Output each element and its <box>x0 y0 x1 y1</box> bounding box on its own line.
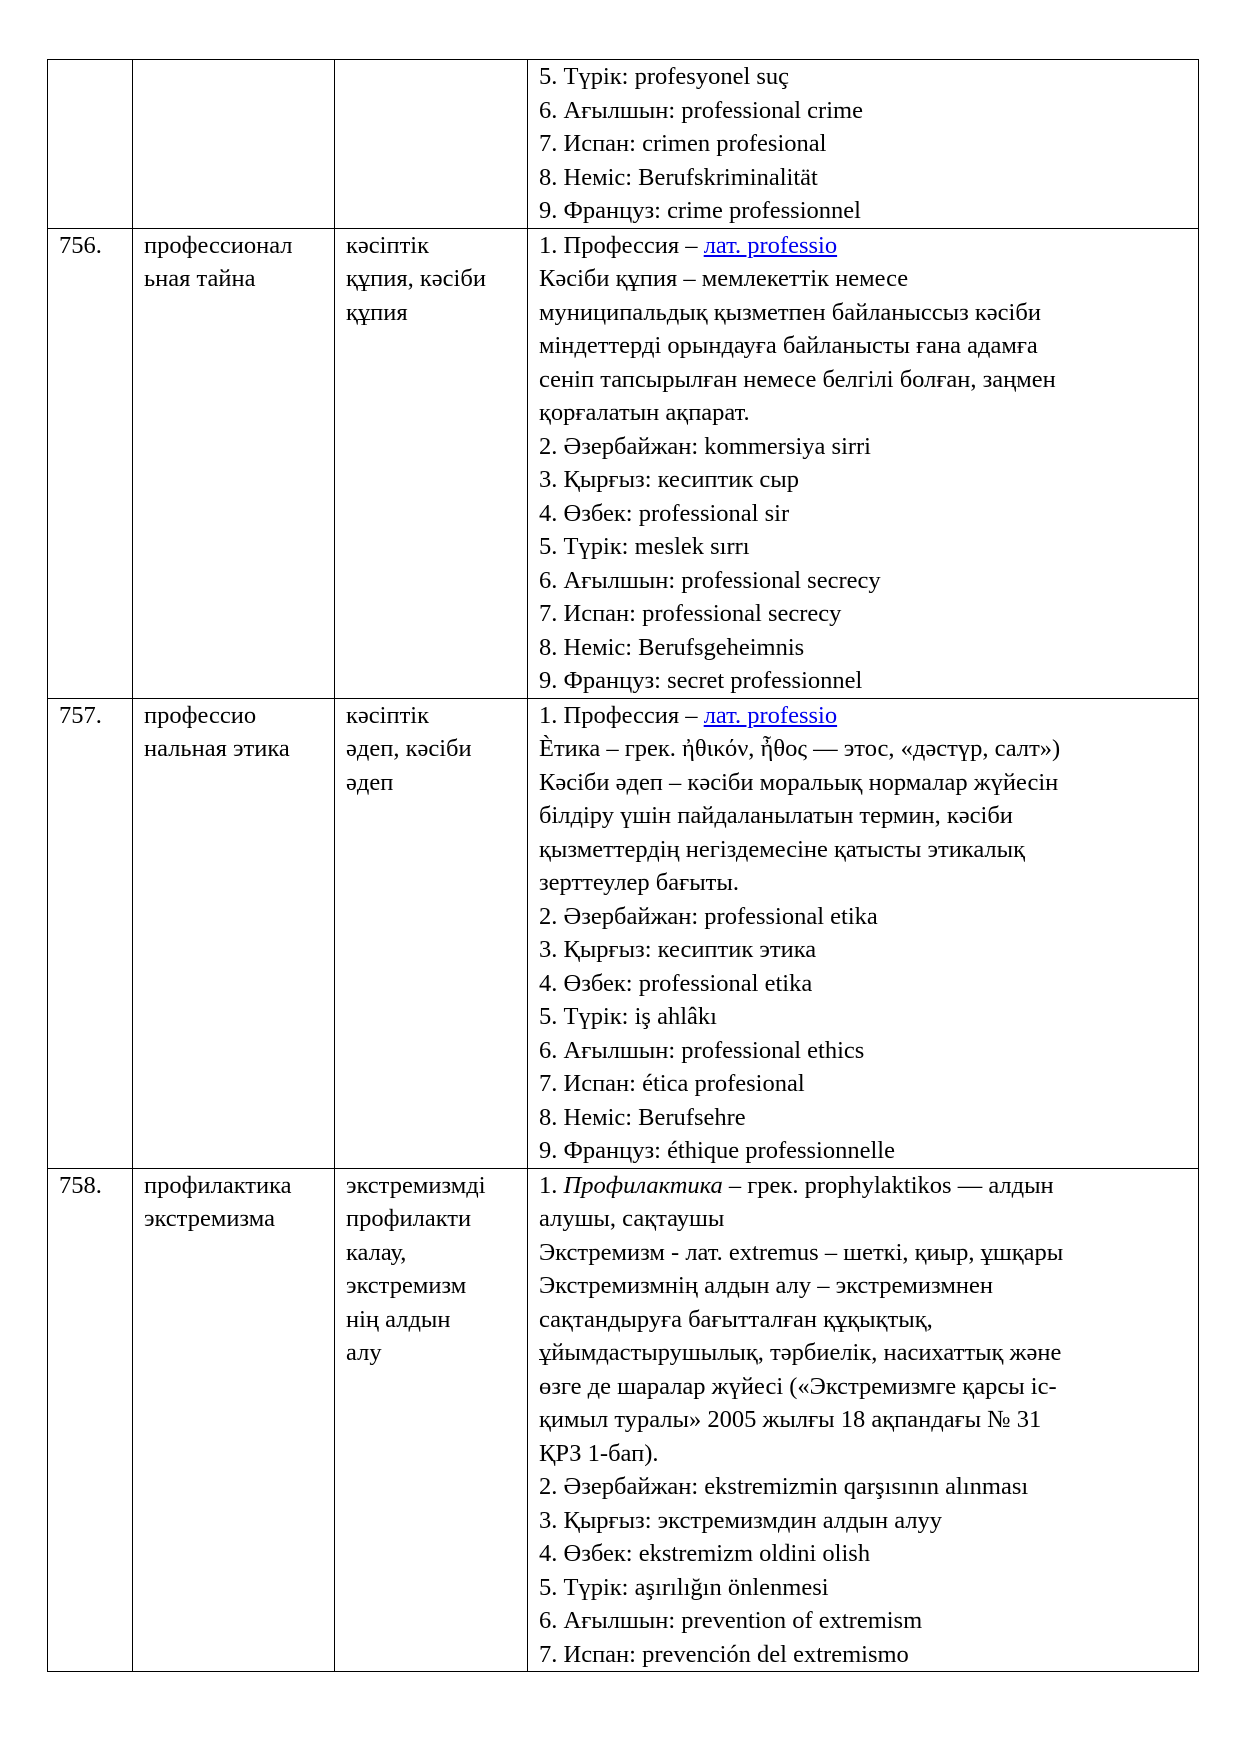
kazakh-term-line: профилакти <box>346 1205 472 1232</box>
definition-line: 7. Испан: prevención del extremismo <box>539 1640 909 1668</box>
kazakh-term-cell <box>335 698 528 1168</box>
kazakh-term-cell <box>335 1168 528 1672</box>
russian-term-cell <box>133 698 335 1168</box>
definition-line: ҚРЗ 1-бап). <box>539 1439 659 1467</box>
definition-cell <box>528 1168 1199 1672</box>
table-row <box>48 60 1199 229</box>
kazakh-term-cell <box>335 60 528 229</box>
definition-line: 9. Француз: éthique professionnelle <box>539 1137 895 1164</box>
definition-prefix: 1. Профессия – <box>539 231 704 259</box>
definition-line: сеніп тапсырылған немесе белгілі болған, заңмен <box>539 365 1056 393</box>
etymology-link[interactable]: лат. professio <box>703 701 838 729</box>
definition-line: 6. Ағылшын: prevention of extremism <box>539 1607 923 1634</box>
russian-term-line: профилактика <box>144 1171 292 1199</box>
definition-line: 2. Әзербайжан: kommersiya sirri <box>539 432 871 460</box>
definition-line: 6. Ағылшын: professional secrecy <box>539 566 881 594</box>
definition-line: 8. Неміс: Berufsgeheimnis <box>539 633 805 661</box>
term-number: 757. <box>59 701 102 729</box>
terminology-table-body <box>48 60 1199 1672</box>
definition-line: 3. Қырғыз: кесиптик сыр <box>539 466 799 493</box>
kazakh-term-line: әдеп <box>346 768 394 796</box>
definition-line: 5. Түрік: aşırılığın önlenmesi <box>539 1573 829 1601</box>
definition-line: 5. Түрік: profesyonel suç <box>539 63 790 90</box>
term-number-cell <box>48 1168 133 1672</box>
kazakh-term-line: құпия, кәсіби <box>346 265 486 292</box>
definition-line: 7. Испан: ética profesional <box>539 1070 805 1097</box>
definition-line: ұйымдастырушылық, тәрбиелік, насихаттық және <box>539 1339 1062 1366</box>
kazakh-term-line: экстремизм <box>346 1272 467 1299</box>
definition-line: 2. Әзербайжан: ekstremizmin qarşısının alınması <box>539 1473 1029 1500</box>
definition-line <box>539 699 1198 733</box>
term-emphasis: Профилактика <box>563 1171 723 1199</box>
definition-line: 6. Ағылшын: professional crime <box>539 96 863 124</box>
russian-term-line: профессио <box>144 701 257 729</box>
definition-cell <box>528 698 1199 1168</box>
kazakh-term-line: кәсіптік <box>346 231 429 259</box>
definition-line: 4. Өзбек: professional etika <box>539 969 813 997</box>
definition-line: 8. Неміс: Berufsehre <box>539 1103 746 1131</box>
definition-line: Кәсіби құпия – мемлекеттік немесе <box>539 265 909 292</box>
definition-line: 8. Неміс: Berufskriminalität <box>539 163 818 191</box>
definition-line: 2. Әзербайжан: professional etika <box>539 902 878 930</box>
definition-line: сақтандыруға бағытталған құқықтық, <box>539 1305 933 1333</box>
kazakh-term-line: нің алдын <box>346 1305 451 1333</box>
definition-line <box>539 1169 1198 1203</box>
definition-line: 7. Испан: professional secrecy <box>539 600 842 627</box>
term-number: 756. <box>59 231 102 259</box>
definition-line: 4. Өзбек: ekstremizm oldini olish <box>539 1540 871 1567</box>
table-row <box>48 228 1199 698</box>
definition-line <box>539 229 1198 263</box>
russian-term-cell <box>133 1168 335 1672</box>
definition-prefix: 1. <box>539 1171 564 1199</box>
russian-term-line: экстремизма <box>144 1205 275 1232</box>
definition-line: 3. Қырғыз: кесиптик этика <box>539 936 817 963</box>
definition-line: 7. Испан: crimen profesional <box>539 130 827 157</box>
term-number: 758. <box>59 1171 102 1199</box>
russian-term-cell <box>133 60 335 229</box>
kazakh-term-line: калау, <box>346 1238 407 1266</box>
definition-line: 5. Түрік: iş ahlâkı <box>539 1003 717 1030</box>
table-row <box>48 1168 1199 1672</box>
definition-cell <box>528 60 1199 229</box>
definition-line: міндеттерді орындауға байланысты ғана адамға <box>539 332 1038 359</box>
table-row <box>48 698 1199 1168</box>
kazakh-term-line: кәсіптік <box>346 701 429 729</box>
definition-line: 9. Француз: secret professionnel <box>539 667 863 694</box>
kazakh-term-line: алу <box>346 1339 382 1366</box>
russian-term-line: ьная тайна <box>144 265 256 292</box>
definition-prefix: 1. Профессия – <box>539 701 704 729</box>
definition-line: 5. Түрік: meslek sırrı <box>539 533 750 560</box>
definition-suffix: – грек. prophylaktikos — алдын <box>722 1171 1054 1199</box>
definition-line: зерттеулер бағыты. <box>539 869 739 896</box>
terminology-table <box>47 59 1199 1672</box>
definition-line: 6. Ағылшын: professional ethics <box>539 1036 865 1064</box>
etymology-link[interactable]: лат. professio <box>703 231 838 259</box>
definition-line: муниципальдық қызметпен байланыссыз кәсіби <box>539 298 1041 326</box>
kazakh-term-line: құпия <box>346 298 408 326</box>
definition-line: Экстремизмнің алдын алу – экстремизмнен <box>539 1272 993 1299</box>
definition-line: алушы, сақтаушы <box>539 1205 725 1232</box>
kazakh-term-line: экстремизмді <box>346 1171 486 1199</box>
term-number-cell <box>48 228 133 698</box>
definition-line: қимыл туралы» 2005 жылғы 18 ақпандағы № 31 <box>539 1406 1042 1433</box>
definition-line: Ѐтика – грек. ἠθικόν, ἦθος — этос, «дәстүр, салт») <box>539 735 1061 762</box>
definition-line: өзге де шаралар жүйесі («Экстремизмге қарсы іс- <box>539 1372 1057 1400</box>
term-number-cell <box>48 60 133 229</box>
definition-cell <box>528 228 1199 698</box>
russian-term-line: нальная этика <box>144 735 290 762</box>
term-number-cell <box>48 698 133 1168</box>
definition-line: білдіру үшін пайдаланылатын термин, кәсіби <box>539 802 1013 829</box>
kazakh-term-cell <box>335 228 528 698</box>
definition-line: Экстремизм - лат. extremus – шеткі, қиыр, ұшқары <box>539 1238 1064 1266</box>
definition-line: қызметтердің негіздемесіне қатысты этикалық <box>539 835 1026 863</box>
kazakh-term-line: әдеп, кәсіби <box>346 735 472 762</box>
definition-line: 4. Өзбек: professional sir <box>539 499 790 527</box>
russian-term-line: профессионал <box>144 231 293 259</box>
definition-line: 9. Француз: crime professionnel <box>539 197 861 224</box>
definition-line: қорғалатын ақпарат. <box>539 399 750 426</box>
definition-line: 3. Қырғыз: экстремизмдин алдын алуу <box>539 1506 943 1534</box>
russian-term-cell <box>133 228 335 698</box>
definition-line: Кәсіби әдеп – кәсіби моральық нормалар жүйесін <box>539 768 1059 796</box>
